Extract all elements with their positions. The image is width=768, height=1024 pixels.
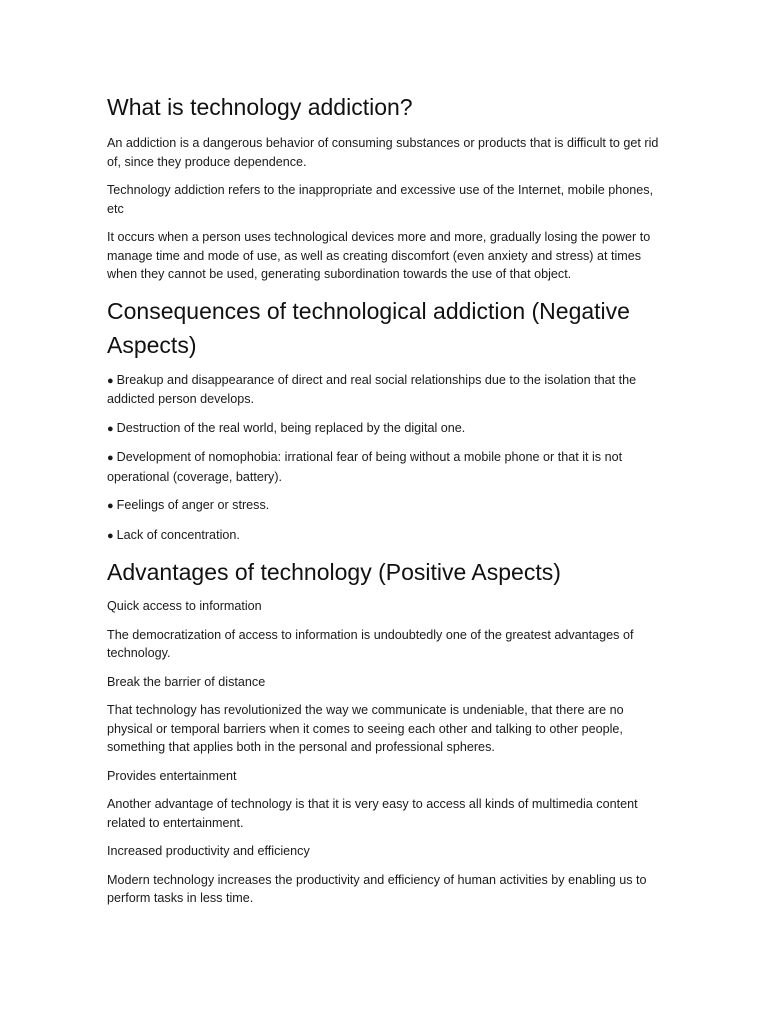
paragraph-productivity: Modern technology increases the productivity and efficiency of human activities by enabling us to perform tasks in less time.	[107, 872, 647, 905]
subheading-distance-barrier: Break the barrier of distance	[107, 674, 266, 689]
paragraph-technology-addiction-definition: Technology addiction refers to the inappropriate and excessive use of the Internet, mobile phones, etc	[107, 183, 654, 216]
heading-positive-advantages: Advantages of technology (Positive Aspects)	[107, 559, 561, 585]
subheading-entertainment: Provides entertainment	[107, 768, 237, 783]
bullet-item	[107, 371, 662, 409]
bullet-text: Breakup and disappearance of direct and real social relationships due to the isolation that the addicted person develops.	[107, 372, 637, 406]
heading-technology-addiction: What is technology addiction?	[107, 94, 413, 120]
paragraph-addiction-definition: An addiction is a dangerous behavior of consuming substances or products that is difficult to get rid of, since they produce dependence.	[107, 136, 659, 169]
bullet-item	[107, 496, 662, 516]
heading-negative-consequences: Consequences of technological addiction (Negative Aspects)	[107, 297, 630, 358]
paragraph-how-it-occurs: It occurs when a person uses technological devices more and more, gradually losing the power to manage time and mode of use, as well as creating discomfort (even anxiety and stress) at times when they cannot be used, generating subordination towards the use of that object.	[107, 230, 651, 281]
document-body	[107, 92, 662, 918]
bullet-icon: ●	[107, 422, 114, 435]
bullet-text: Destruction of the real world, being replaced by the digital one.	[116, 420, 466, 435]
paragraph-entertainment: Another advantage of technology is that it is very easy to access all kinds of multimedia content related to entertainment.	[107, 797, 638, 830]
bullet-item	[107, 448, 662, 486]
paragraph-quick-access: The democratization of access to information is undoubtedly one of the greatest advantages of technology.	[107, 627, 634, 660]
bullet-icon: ●	[107, 500, 114, 512]
bullet-item	[107, 526, 662, 546]
bullet-text: Feelings of anger or stress.	[116, 498, 270, 512]
subheading-productivity: Increased productivity and efficiency	[107, 844, 310, 858]
bullet-icon: ●	[107, 374, 114, 387]
bullet-text: Lack of concentration.	[116, 527, 240, 542]
bullet-text: Development of nomophobia: irrational fear of being without a mobile phone or that it is not operational (coverage, battery).	[107, 450, 623, 484]
bullet-item	[107, 419, 662, 439]
subheading-quick-access: Quick access to information	[107, 599, 262, 613]
bullet-icon: ●	[107, 529, 114, 542]
bullet-icon: ●	[107, 452, 114, 464]
paragraph-distance-barrier: That technology has revolutionized the way we communicate is undeniable, that there are no physical or temporal barriers when it comes to seeing each other and talking to other people, something that applies both in the personal and professional spheres.	[107, 703, 624, 754]
